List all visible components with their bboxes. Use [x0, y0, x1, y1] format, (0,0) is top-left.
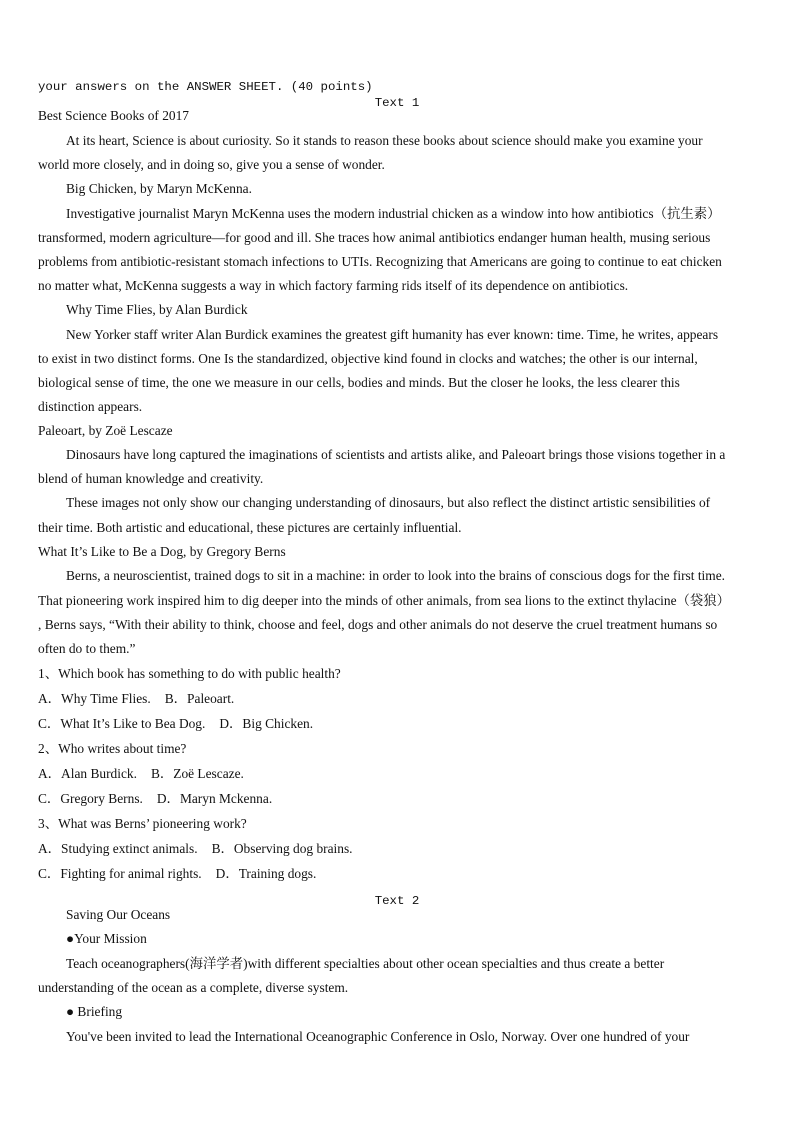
book-body-line: no matter what, McKenna suggests a way in which factory farming rids itself of its dependence on antibiotics.: [38, 278, 629, 293]
answer-option-b[interactable]: B．Zoë Lescaze.: [150, 766, 244, 781]
question-options-row: [38, 865, 330, 883]
book-body-line: transformed, modern agriculture—for good and ill. She traces how animal antibiotics endanger human health, musing serious: [38, 230, 711, 245]
mission-heading: ●Your Mission: [66, 931, 147, 946]
answer-option-c[interactable]: C．Gregory Berns.: [38, 791, 143, 806]
book-body-line: to exist in two distinct forms. One Is the standardized, objective kind found in clocks and watches; the other is our internal,: [38, 351, 698, 366]
book-body-line: Berns, a neuroscientist, trained dogs to sit in a machine: in order to look into the brains of conscious dogs for the first time.: [66, 568, 725, 583]
answer-option-b[interactable]: B．Paleoart.: [164, 691, 235, 706]
intro-line: At its heart, Science is about curiosity. So it stands to reason these books about science should make you examine your: [66, 133, 703, 148]
book-title-what-its-like-to-be-a-dog: What It’s Like to Be a Dog, by Gregory Berns: [38, 544, 286, 559]
question-stem: 2、Who writes about time?: [38, 741, 187, 756]
answer-option-b[interactable]: B．Observing dog brains.: [211, 841, 353, 856]
answer-option-c[interactable]: C．What It’s Like to Bea Dog.: [38, 716, 206, 731]
answer-option-a[interactable]: A．Why Time Flies.: [38, 691, 151, 706]
book-body-line: , Berns says, “With their ability to think, choose and feel, dogs and other animals do not deserve the cruel treatment humans so: [38, 617, 718, 632]
question-options-row: [38, 690, 248, 708]
book-body-line: often do to them.”: [38, 641, 136, 656]
text2-label: Text 2: [374, 894, 420, 908]
answer-option-a[interactable]: A．Studying extinct animals.: [38, 841, 198, 856]
answer-option-c[interactable]: C．Fighting for animal rights.: [38, 866, 202, 881]
book-body-line: Investigative journalist Maryn McKenna uses the modern industrial chicken as a window into how antibiotics（抗生素）: [66, 206, 721, 221]
book-body-line: blend of human knowledge and creativity.: [38, 471, 264, 486]
text1-label: Text 1: [374, 96, 420, 110]
answer-option-d[interactable]: D．Training dogs.: [215, 866, 317, 881]
book-title-big-chicken: Big Chicken, by Maryn McKenna.: [66, 181, 252, 196]
text1-title: Best Science Books of 2017: [38, 108, 189, 123]
question-options-row: [38, 715, 327, 733]
briefing-heading: ● Briefing: [66, 1004, 123, 1019]
answer-sheet-instruction: your answers on the ANSWER SHEET. (40 points): [38, 80, 373, 94]
book-body-line: biological sense of time, the one we measure in our cells, bodies and minds. But the closer he looks, the less clearer this: [38, 375, 680, 390]
briefing-body-line: You've been invited to lead the International Oceanographic Conference in Oslo, Norway. Over one hundred of your: [66, 1029, 690, 1044]
book-title-why-time-flies: Why Time Flies, by Alan Burdick: [66, 302, 248, 317]
question-stem: 1、Which book has something to do with public health?: [38, 666, 341, 681]
answer-option-d[interactable]: D．Maryn Mckenna.: [156, 791, 273, 806]
intro-line: world more closely, and in doing so, give you a sense of wonder.: [38, 157, 385, 172]
book-body-line: New Yorker staff writer Alan Burdick examines the greatest gift humanity has ever known: time. Time, he writes, appears: [66, 327, 719, 342]
book-body-line: their time. Both artistic and educational, these pictures are certainly influential.: [38, 520, 462, 535]
text2-title: Saving Our Oceans: [66, 907, 171, 922]
mission-body-line: Teach oceanographers(海洋学者)with different specialties about other ocean specialties and thus create a better: [66, 956, 665, 971]
mission-body-line: understanding of the ocean as a complete, diverse system.: [38, 980, 349, 995]
question-options-row: [38, 840, 367, 858]
answer-option-d[interactable]: D．Big Chicken.: [219, 716, 314, 731]
book-body-line: distinction appears.: [38, 399, 143, 414]
book-body-line: That pioneering work inspired him to dig deeper into the minds of other animals, from sea lions to the extinct thylacine（袋狼）: [38, 593, 731, 608]
book-body-line: problems from antibiotic-resistant stomach infections to UTIs. Recognizing that Americans are going to continue to eat chicken: [38, 254, 722, 269]
question-options-row: [38, 765, 258, 783]
book-body-line: These images not only show our changing understanding of dinosaurs, but also reflect the distinct artistic sensibilities of: [66, 495, 711, 510]
question-stem: 3、What was Berns’ pioneering work?: [38, 816, 247, 831]
book-title-paleoart: Paleoart, by Zoë Lescaze: [38, 423, 173, 438]
question-options-row: [38, 790, 286, 808]
book-body-line: Dinosaurs have long captured the imaginations of scientists and artists alike, and Paleoart brings those visions together in a: [66, 447, 726, 462]
answer-option-a[interactable]: A．Alan Burdick.: [38, 766, 137, 781]
